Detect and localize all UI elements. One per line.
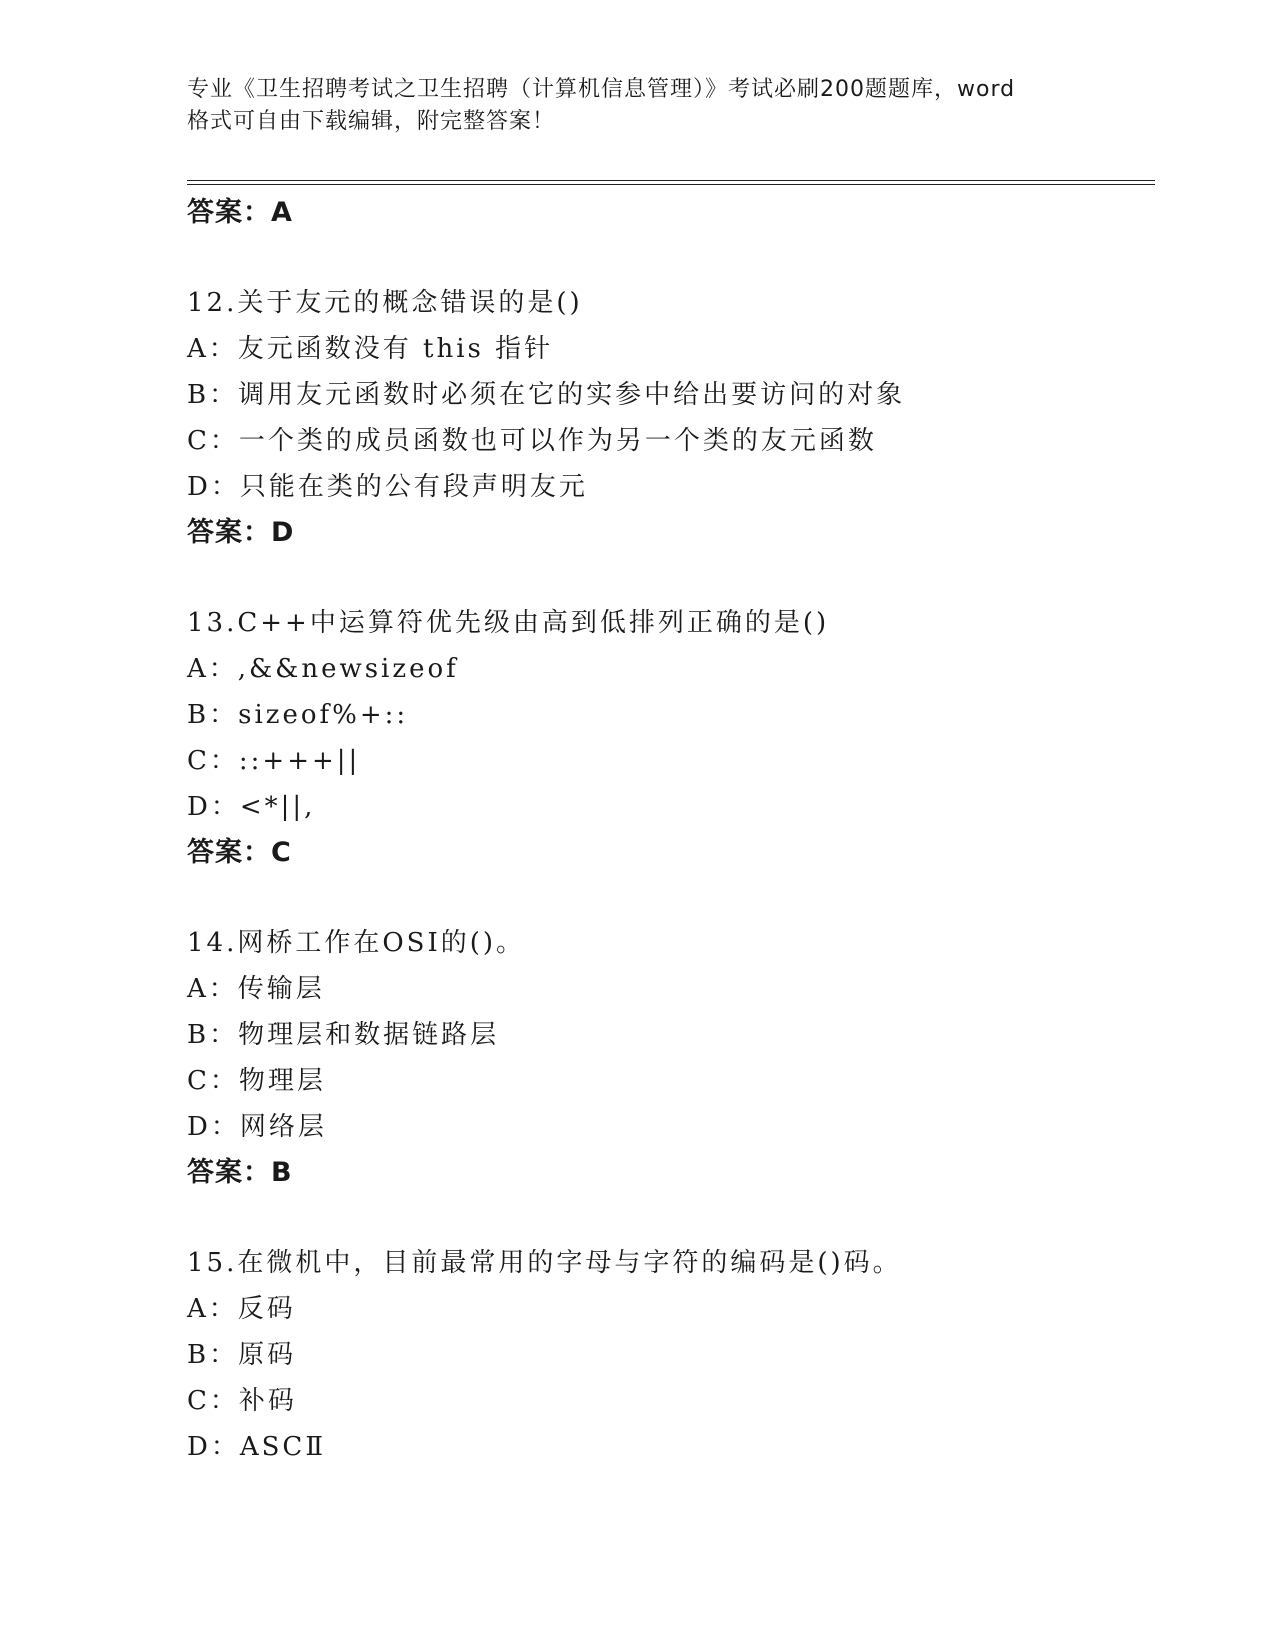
answer-11: 答案：A: [187, 197, 293, 228]
answer: 答案：D: [187, 517, 295, 548]
option-d: D：ASCⅡ: [187, 1432, 326, 1462]
option-a: A：友元函数没有 this 指针: [187, 334, 554, 364]
option-a: A：,&&newsizeof: [187, 654, 459, 684]
option-c: C：补码: [187, 1386, 297, 1416]
option-c: C：物理层: [187, 1066, 326, 1096]
answer: 答案：B: [187, 1157, 293, 1188]
option-c: C：一个类的成员函数也可以作为另一个类的友元函数: [187, 426, 877, 456]
header-line-1: 专业《卫生招聘考试之卫生招聘（计算机信息管理）》考试必刷200题题库，word: [187, 77, 1016, 102]
spacer: [187, 876, 1155, 920]
question-12: [187, 280, 1155, 556]
spacer: [187, 1196, 1155, 1240]
question-text: 12.关于友元的概念错误的是(): [187, 288, 583, 318]
header-divider-bottom: [187, 184, 1155, 185]
option-b: B：物理层和数据链路层: [187, 1020, 500, 1050]
option-b: B：sizeof%+::: [187, 700, 409, 730]
option-c: C：::+++||: [187, 746, 361, 776]
question-13: [187, 600, 1155, 876]
option-d: D：网络层: [187, 1112, 327, 1142]
question-list: [187, 190, 1155, 1470]
spacer: [187, 236, 1155, 280]
question-text: 14.网桥工作在OSI的()。: [187, 928, 526, 958]
option-b: B：原码: [187, 1340, 297, 1370]
spacer: [187, 556, 1155, 600]
option-d: D：<*||,: [187, 792, 316, 822]
option-b: B：调用友元函数时必须在它的实参中给出要访问的对象: [187, 380, 906, 410]
header-line-2: 格式可自由下载编辑，附完整答案！: [187, 109, 556, 134]
option-a: A：反码: [187, 1294, 296, 1324]
option-d: D：只能在类的公有段声明友元: [187, 472, 588, 502]
question-text: 13.C++中运算符优先级由高到低排列正确的是(): [187, 608, 830, 638]
document-header: [187, 74, 1087, 138]
question-14: [187, 920, 1155, 1196]
header-divider-top: [187, 180, 1155, 181]
option-a: A：传输层: [187, 974, 325, 1004]
answer: 答案：C: [187, 837, 292, 868]
question-15: [187, 1240, 1155, 1470]
question-text: 15.在微机中，目前最常用的字母与字符的编码是()码。: [187, 1248, 902, 1278]
